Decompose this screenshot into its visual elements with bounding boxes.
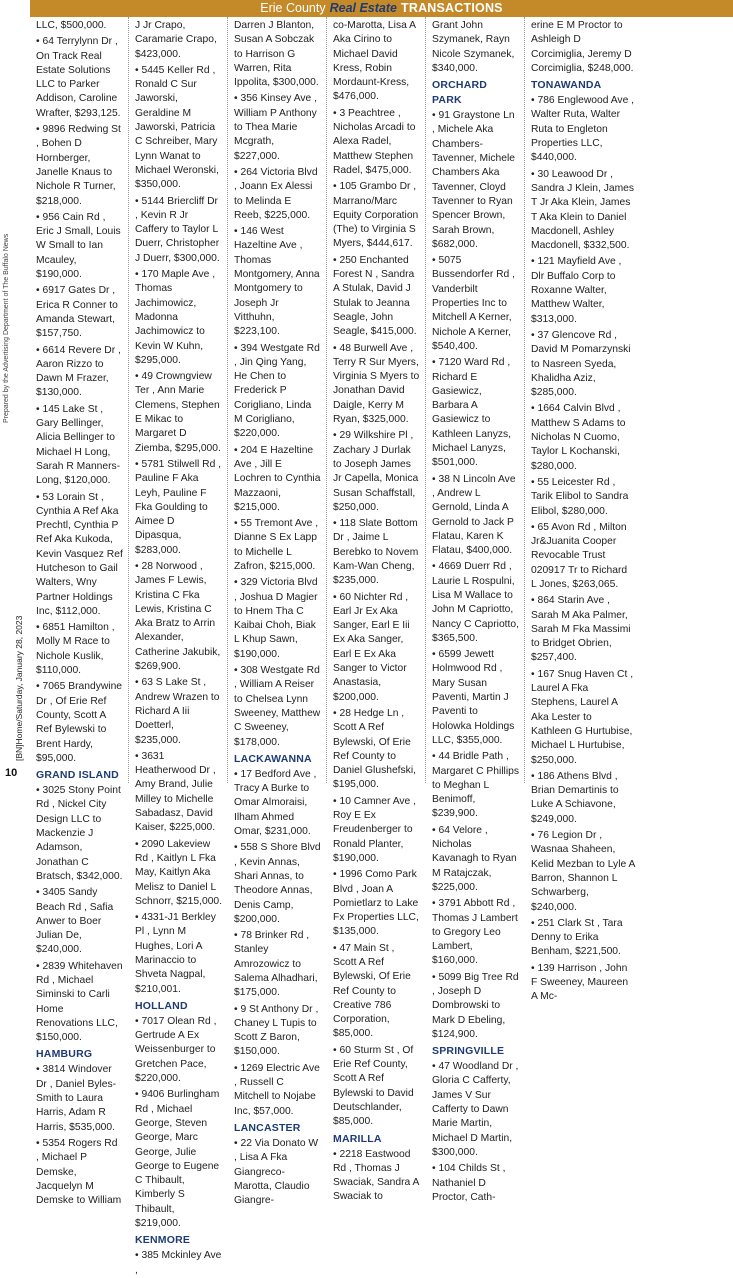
sidebar-vertical-text (0, 17, 30, 783)
transaction-entry: • 1664 Calvin Blvd , Matthew S Adams to Nicholas N Cuomo, Taylor L Kochanski, $280,000. (531, 403, 626, 472)
transaction-entry: • 7017 Olean Rd , Gertrude A Ex Weissenburger to Gretchen Pace, $220,000. (135, 1015, 217, 1085)
transaction-entry: • 48 Burwell Ave , Terry R Sur Myers, Virginia S Myers to Jonathan David Daigle, Kerry M Ryan, $325,000. (333, 342, 420, 426)
transaction-entry: • 5099 Big Tree Rd , Joseph D Dombrowski to Mark D Ebeling, $124,900. (432, 971, 519, 1040)
page-number: 10 (5, 767, 18, 779)
transaction-entry: • 5781 Stilwell Rd , Pauline F Aka Leyh, Pauline F Fka Goulding to Aimee D Dipasqua, $283,000. (135, 458, 222, 556)
transaction-entry: • 22 Via Donato W , Lisa A Fka Giangreco-Marotta, Claudio Giangre- (234, 1137, 319, 1207)
transaction-entry: • 5445 Keller Rd , Ronald C Sur Jaworski, Geraldine M Jaworski, Patricia C Schreiber, Mary Lynn Wanat to Michael Weronski, $350,000. (135, 64, 219, 191)
transaction-entry: • 956 Cain Rd , Eric J Small, Louis W Small to Ian Mcauley, $190,000. (36, 211, 121, 281)
transaction-entry: • 3631 Heatherwood Dr , Amy Brand, Julie Milley to Michelle Sabadasz, David Kaiser, $225,000. (135, 750, 216, 834)
transaction-entry: • 3814 Windover Dr , Daniel Byles-Smith to Laura Harris, Adam R Harris, $535,000. (36, 1064, 117, 1133)
transaction-entry: • 558 S Shore Blvd , Kevin Annas, Shari Annas, to Theodore Annas, Denis Camp, $200,000. (234, 842, 321, 925)
transaction-entry: • 7120 Ward Rd , Richard E Gasiewicz, Barbara A Gasiewicz to Kathleen Lanyzs, Michael Lanyzs, $501,000. (432, 357, 511, 469)
transaction-entry: • 9896 Redwing St , Bohen D Hornberger, Janelle Knaus to Nichole R Turner, $218,000. (36, 124, 121, 207)
transaction-entry: • 6917 Gates Dr , Erica R Conner to Amanda Stewart, $157,750. (36, 285, 118, 340)
transaction-entry: • 251 Clark St , Tara Denny to Erika Benham, $221,500. (531, 917, 623, 958)
transaction-entry: • 17 Bedford Ave , Tracy A Burke to Omar Almoraisi, Ilham Ahmed Omar, $231,000. (234, 768, 317, 838)
transaction-entry: • 64 Terrylynn Dr , On Track Real Estate Solutions LLC to Parker Addison, Caroline Wrafter, $293,125. (36, 36, 121, 119)
transaction-entry: • 105 Grambo Dr , Marrano/Marc Equity Corporation (The) to Virginia S Myers, $444,617. (333, 181, 419, 250)
transaction-entry: • 786 Englewood Ave , Walter Ruta, Walter Ruta to Engleton Properties LLC, $440,000. (531, 95, 635, 164)
town-heading: LACKAWANNA (234, 752, 312, 765)
transaction-entry: • 250 Enchanted Forest N , Sandra A Stulak, David J Stulak to Jeanna Seagle, John Seagle, $415,000. (333, 254, 417, 338)
transaction-entry: • 121 Mayfield Ave , Dlr Buffalo Corp to Roxanne Walter, Matthew Walter, $313,000. (531, 256, 622, 325)
transaction-entry: • 3 Peachtree , Nicholas Arcadi to Alexa Radel, Matthew Stephen Radel, $475,000. (333, 107, 416, 176)
column-1 (30, 17, 129, 1207)
transaction-entry: • 47 Main St , Scott A Ref Bylewski, Of Erie Ref County to Creative 786 Corporation, $85,000. (333, 942, 411, 1040)
transaction-entry: • 47 Woodland Dr , Gloria C Cafferty, James V Sur Cafferty to Dawn Marie Martin, Michael D Martin, $300,000. (432, 1061, 519, 1158)
transaction-entry: • 10 Camner Ave , Roy E Ex Freudenberger to Ronald Planter, $190,000. (333, 795, 416, 864)
transaction-entry: • 308 Westgate Rd , William A Reiser to Chelsea Lynn Sweeney, Matthew C Sweeney, $178,000. (234, 665, 321, 748)
town-heading: MARILLA (333, 1132, 382, 1145)
transaction-entry: • 2218 Eastwood Rd , Thomas J Swaciak, Sandra A Swaciak to (333, 1148, 419, 1203)
transaction-entry: • 64 Velore , Nicholas Kavanagh to Ryan M Ratajczak, $225,000. (432, 824, 517, 893)
town-heading: HOLLAND (135, 999, 188, 1012)
town-heading: HAMBURG (36, 1048, 93, 1061)
transaction-entry: • 1269 Electric Ave , Russell C Mitchell to Nojabe Inc, $57,000. (234, 1062, 320, 1117)
column-3 (228, 17, 327, 1207)
banner-county: Erie County (260, 1, 326, 15)
transaction-entry: • 5354 Rogers Rd , Michael P Demske, Jacquelyn M Demske to William (36, 1137, 122, 1207)
advertising-credit: Prepared by the Advertising Department of The Buffalo News (3, 233, 10, 423)
transaction-entry: • 49 Crowngview Ter , Ann Marie Clemens, Stephen E Mikac to Margaret D Ziemba, $295,000. (135, 371, 221, 454)
town-heading: GRAND ISLAND (36, 769, 119, 782)
transaction-entry: Darren J Blanton, Susan A Sobczak to Harrison G Warren, Rita Ippolita, $300,000. (234, 20, 319, 89)
transaction-entry: • 60 Sturm St , Of Erie Ref County, Scott A Ref Bylewski to David Deutschlander, $85,000. (333, 1044, 414, 1128)
transaction-entry: • 6614 Revere Dr , Aaron Rizzo to Dawn M Frazer, $130,000. (36, 344, 121, 399)
transaction-entry: • 60 Nichter Rd , Earl Jr Ex Aka Sanger, Earl E Iii Ex Aka Sanger, Earl E Ex Aka Sanger to Victor Anastasia, $200,000. (333, 591, 410, 703)
transaction-entry: LLC, $500,000. (36, 20, 107, 31)
transaction-entry: • 146 West Hazeltine Ave , Thomas Montgomery, Anna Montgomery to Joseph Jr Vitthuhn, $223,100. (234, 226, 320, 338)
transaction-entry: • 63 S Lake St , Andrew Wrazen to Richard A Iii Doetterl, $235,000. (135, 677, 220, 746)
transaction-entry: • 55 Leicester Rd , Tarik Elibol to Sandra Elibol, $280,000. (531, 476, 629, 517)
transaction-entry: • 65 Avon Rd , Milton Jr&Juanita Cooper Revocable Trust 020917 Tr to Richard L Jones, $263,065. (531, 521, 628, 590)
transaction-entry: • 186 Athens Blvd , Brian Demartinis to Luke A Schiavone, $249,000. (531, 770, 619, 825)
transaction-entry: • 9 St Anthony Dr , Chaney L Tupis to Scott Z Baron, $150,000. (234, 1003, 319, 1058)
transaction-entry: erine E M Proctor to Ashleigh D Corcimiglia, Jeremy D Corcimiglia, $248,000. (531, 20, 634, 74)
town-heading: KENMORE (135, 1234, 191, 1247)
transaction-columns (30, 17, 733, 1276)
transaction-entry: • 28 Hedge Ln , Scott A Ref Bylewski, Of Erie Ref County to Daniel Glushefski, $195,000. (333, 707, 416, 791)
transaction-entry: • 7065 Brandywine Dr , Of Erie Ref County, Scott A Ref Bylewski to Brent Hardy, $95,000. (36, 681, 123, 764)
transaction-entry: • 264 Victoria Blvd , Joann Ex Alessi to Melinda E Reeb, $225,000. (234, 166, 318, 221)
banner-transactions: TRANSACTIONS (401, 1, 503, 15)
transaction-entry: • 329 Victoria Blvd , Joshua D Magier to Hnem Tha C Kaibai Choh, Biak L Khup Sawn, $190,000. (234, 577, 318, 660)
town-heading: TONAWANDA (531, 79, 602, 92)
section-banner (30, 0, 733, 17)
transaction-entry: • 6599 Jewett Holmwood Rd , Mary Susan Paventi, Martin J Paventi to Holowka Holdings LLC, $355,000. (432, 649, 515, 746)
transaction-entry: • 5144 Briercliff Dr , Kevin R Jr Caffery to Taylor L Duerr, Christopher J Duerr, $300,000. (135, 195, 220, 264)
transaction-entry: • 4669 Duerr Rd , Laurie L Rospulni, Lisa M Wallace to John M Capriotto, Nancy C Capriotto, $365,500. (432, 561, 519, 644)
town-heading: ORCHARD PARK (432, 79, 488, 107)
transaction-entry: • 145 Lake St , Gary Bellinger, Alicia Bellinger to Michael H Long, Sarah R Manners-Long, $120,000. (36, 403, 121, 487)
transaction-entry: • 2839 Whitehaven Rd , Michael Siminski to Carli Home Renovations LLC, $150,000. (36, 960, 123, 1044)
transaction-entry: • 30 Leawood Dr , Sandra J Klein, James T Jr Aka Klein, James T Aka Klein to Daniel Macdonell, Ashley Macdonell, $332,500. (531, 168, 635, 252)
transaction-entry: J Jr Crapo, Caramarie Crapo, $423,000. (135, 20, 217, 60)
transaction-entry: • 53 Lorain St , Cynthia A Ref Aka Prechtl, Cynthia P Ref Aka Kukoda, Kevin Vasquez Ref Hutcheson to Gail Walters, Wny Partner Holdings Inc, $112,000. (36, 491, 123, 617)
transaction-entry: • 76 Legion Dr , Wasnaa Shaheen, Kelid Mezban to Lyle A Barron, Shannon L Schwarberg, $240,000. (531, 830, 635, 913)
transaction-entry: • 204 E Hazeltine Ave , Jill E Lochren to Cynthia Mazzaoni, $215,000. (234, 444, 321, 513)
transaction-entry: • 104 Childs St , Nathaniel D Proctor, Cath- (432, 1163, 506, 1203)
transaction-entry: • 91 Graystone Ln , Michele Aka Chambers-Tavenner, Michele Chambers Aka Tavenner, Cloyd Tavenner to Ryan Spencer Brown, Sarah Brown, $682,000. (432, 110, 515, 250)
transaction-entry: • 2090 Lakeview Rd , Kaitlyn L Fka May, Kaitlyn Aka Melisz to Daniel L Schnorr, $215,000. (135, 838, 223, 907)
town-heading: LANCASTER (234, 1121, 301, 1134)
banner-real-estate: Real Estate (329, 1, 397, 15)
transaction-entry: • 394 Westgate Rd , Jin Qing Yang, He Chen to Frederick P Corigliano, Linda M Corigliano, $220,000. (234, 342, 320, 440)
transaction-entry: • 1996 Como Park Blvd , Joan A Pomietlarz to Lake Fx Properties LLC, $135,000. (333, 869, 419, 938)
transaction-entry: • 38 N Lincoln Ave , Andrew L Gernold, Linda A Gernold to Jack P Flatau, Karen K Flatau, $400,000. (432, 473, 516, 557)
transaction-entry: • 356 Kinsey Ave , William P Anthony to Thea Marie Mcgrath, $227,000. (234, 93, 317, 162)
transaction-entry: • 9406 Burlingham Rd , Michael George, Steven George, Marc George, Julie George to Eugene C Thibault, Kimberly S Thibault, $219,000. (135, 1089, 220, 1230)
transaction-entry: Grant John Szymanek, Rayn Nicole Szymanek, $340,000. (432, 20, 515, 74)
transaction-entry: • 167 Snug Haven Ct , Laurel A Fka Stephens, Laurel A Aka Lester to Kathleen G Hurtubise, Michael L Hurtubise, $250,000. (531, 668, 634, 766)
transaction-entry: • 3025 Stony Point Rd , Nickel City Design LLC to Mackenzie J Adamson, Jonathan C Bratsch, $342,000. (36, 785, 123, 882)
transaction-entry: • 5075 Bussendorfer Rd , Vanderbilt Properties Inc to Mitchell A Kerner, Nichole A Kerner, $540,400. (432, 255, 515, 352)
transaction-entry: • 864 Starin Ave , Sarah M Aka Palmer, Sarah M Fka Massimi to Bridget Obrien, $257,400. (531, 595, 631, 664)
column-4 (327, 17, 426, 1203)
transaction-entry: • 139 Harrison , John F Sweeney, Maureen A Mc- (531, 962, 629, 1003)
transaction-entry: • 3405 Sandy Beach Rd , Safia Anwer to Boer Julian De, $240,000. (36, 887, 114, 956)
transaction-entry: • 170 Maple Ave , Thomas Jachimowicz, Madonna Jachimowicz to Kevin W Kuhn, $295,000. (135, 269, 216, 366)
transaction-entry: co-Marotta, Lisa A Aka Cirino to Michael David Kress, Robin Mordaunt-Kress, $476,000. (333, 20, 416, 103)
issue-date: [BN]Home/Saturday, January 28, 2023 (14, 615, 24, 761)
transaction-entry: • 3791 Abbott Rd , Thomas J Lambert to Gregory Leo Lambert, $160,000. (432, 898, 518, 967)
transaction-entry: • 6851 Hamilton , Molly M Race to Nichole Kuslik, $110,000. (36, 622, 115, 677)
page-sidebar (0, 17, 30, 783)
transaction-entry: • 55 Tremont Ave , Dianne S Ex Lapp to Michelle L Zafron, $215,000. (234, 518, 319, 572)
transaction-entry: • 29 Wilkshire Pl , Zachary J Durlak to Joseph James Jr Capella, Monica Susan Schaffstall, $250,000. (333, 430, 419, 513)
town-heading: SPRINGVILLE (432, 1045, 505, 1058)
transaction-entry: • 4331-J1 Berkley Pl , Lynn M Hughes, Lori A Marinaccio to Shveta Nagpal, $210,001. (135, 912, 216, 995)
transaction-entry: • 44 Bridle Path , Margaret C Phillips to Meghan L Benimoff, $239,900. (432, 751, 519, 820)
column-5 (426, 17, 525, 1203)
transaction-entry: • 37 Glencove Rd , David M Pomarzynski to Nasreen Syeda, Khalidha Aziz, $285,000. (531, 329, 631, 399)
column-6 (525, 17, 640, 1003)
transaction-entry: • 385 Mckinley Ave , (135, 1250, 222, 1276)
transaction-entry: • 118 Slate Bottom Dr , Jaime L Berebko to Novem Kam-Wan Cheng, $235,000. (333, 518, 419, 587)
transaction-entry: • 78 Brinker Rd , Stanley Amrozowicz to Salema Alhadhari, $175,000. (234, 930, 318, 999)
column-2 (129, 17, 228, 1276)
transaction-entry: • 28 Norwood , James F Lewis, Kristina C Fka Lewis, Kristina C Aka Bratz to Arrin Alexander, Catherine Jakubik, $269,900. (135, 560, 221, 673)
